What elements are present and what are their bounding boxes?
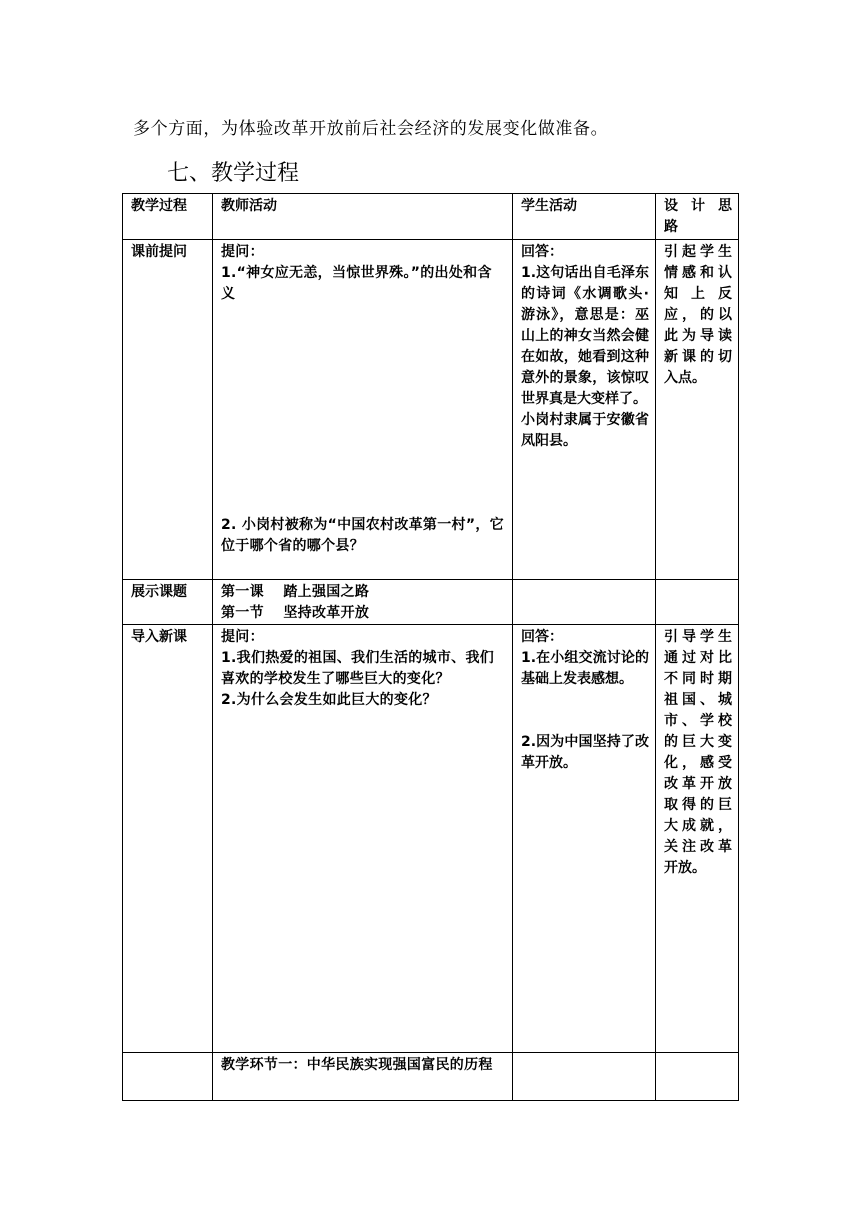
teacher-label: 提问： [221,629,264,645]
student-answer-1: 1.在小组交流讨论的基础上发表感想。 [521,650,649,687]
intro-paragraph: 多个方面，为体验改革开放前后社会经济的发展变化做准备。 [133,119,609,139]
student-cell [513,1053,656,1101]
student-cell [513,240,656,580]
design-cell [656,580,739,625]
teacher-cell [213,580,513,625]
student-label: 回答： [521,244,563,260]
table-header-row [123,194,739,240]
table-row [123,580,739,625]
lesson-title: 第一课 踏上强国之路 [221,584,370,600]
header-teacher: 教师活动 [213,194,513,240]
student-cell [513,580,656,625]
teacher-question-1: 1.“神女应无恙，当惊世界殊。”的出处和含义 [221,265,492,302]
table-row [123,1053,739,1101]
section-heading: 七、教学过程 [167,161,300,186]
stage-cell: 课前提问 [123,240,213,580]
table-row [123,240,739,580]
stage-cell [123,1053,213,1101]
section-title: 第一节 坚持改革开放 [221,605,370,621]
teaching-process-table [122,193,739,1101]
spacer [221,305,506,515]
teacher-question-2: 2.为什么会发生如此巨大的变化？ [221,692,437,708]
student-answer-1: 1.这句话出自毛泽东的诗词《水调歌头·游泳》，意思是：巫山上的神女当然会健在如故，她看到这种意外的景象，该惊叹世界真是大变样了。 [521,265,649,407]
spacer [521,690,649,732]
stage-cell: 导入新课 [123,625,213,1053]
student-cell [513,625,656,1053]
table-row [123,625,739,1053]
header-stage: 教学过程 [123,194,213,240]
student-label: 回答： [521,629,563,645]
design-cell: 引起学生情感和认知上反应，的以此为导读新课的切入点。 [656,240,739,580]
teacher-label: 提问： [221,244,264,260]
teacher-question-2: 2. 小岗村被称为“中国农村改革第一村”，它位于哪个省的哪个县？ [221,517,504,554]
header-design: 设 计 思 路 [656,194,739,240]
teacher-cell [213,240,513,580]
teacher-question-1: 1.我们热爱的祖国、我们生活的城市、我们喜欢的学校发生了哪些巨大的变化？ [221,650,495,687]
teacher-cell [213,625,513,1053]
design-cell [656,1053,739,1101]
teacher-cell: 教学环节一：中华民族实现强国富民的历程 [213,1053,513,1101]
stage-cell: 展示课题 [123,580,213,625]
design-cell: 引导学生通过对比不同时期祖国、城市、学校的巨大变化，感受改革开放取得的巨大成就，关注改革开放。 [656,625,739,1053]
student-answer-2: 小岗村隶属于安徽省凤阳县。 [521,412,649,449]
student-answer-2: 2.因为中国坚持了改革开放。 [521,734,649,771]
header-student: 学生活动 [513,194,656,240]
